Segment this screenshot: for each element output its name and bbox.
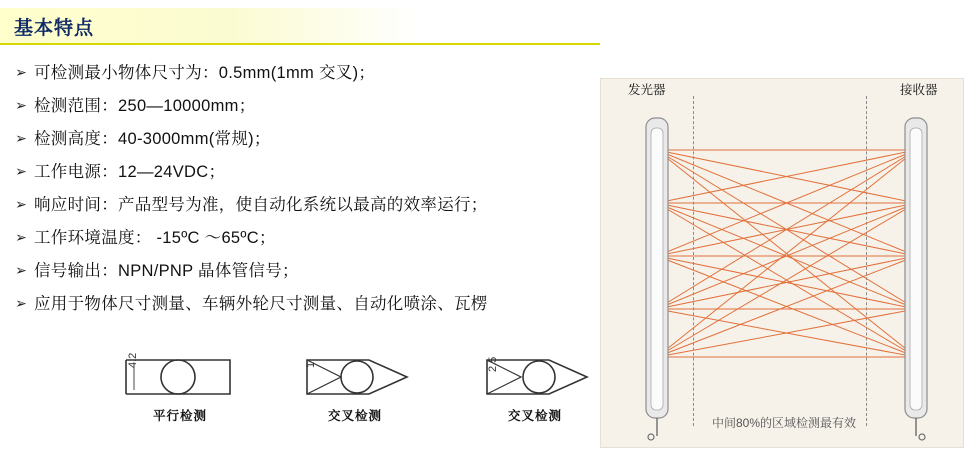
diagram-note: 中间80%的区域检测最有效	[712, 416, 857, 430]
list-item-label: 工作环境温度： -15ºC ～65ºC；	[34, 229, 276, 247]
bullet-arrow-icon: ➢	[15, 98, 27, 114]
list-item-label: 应用于物体尺寸测量、车辆外轮尺寸测量、自动化喷涂、瓦楞	[34, 295, 488, 313]
bullet-arrow-icon: ➢	[15, 65, 27, 81]
shape-dim-label-1: 4.2	[127, 352, 139, 368]
list-item-label: 检测范围：250—10000mm；	[34, 97, 256, 115]
list-item-label: 响应时间：产品型号为准，使自动化系统以最高的效率运行；	[34, 196, 488, 214]
emitter-label: 发光器	[628, 83, 666, 97]
bullet-arrow-icon: ➢	[15, 296, 27, 312]
shape-caption: 交叉检测	[327, 409, 382, 423]
list-item-label: 检测高度：40-3000mm(常规)；	[34, 130, 271, 148]
shape-caption: 交叉检测	[507, 409, 562, 423]
emitter-bar	[646, 118, 668, 440]
bullet-arrow-icon: ➢	[15, 263, 27, 279]
receiver-bar	[905, 118, 927, 440]
bullet-arrow-icon: ➢	[15, 230, 27, 246]
list-item-label: 信号输出：NPN/PNP 晶体管信号；	[34, 262, 299, 280]
page-title: 基本特点	[14, 17, 95, 39]
bullet-arrow-icon: ➢	[15, 197, 27, 213]
shape-dim-label-3: 2.5	[487, 356, 499, 372]
bullet-arrow-icon: ➢	[15, 164, 27, 180]
list-item-label: 可检测最小物体尺寸为：0.5mm(1mm 交叉)；	[34, 64, 376, 82]
shape-caption: 平行检测	[152, 409, 207, 423]
list-item-label: 工作电源：12—24VDC；	[34, 163, 226, 181]
shape-dim-label-2: 1	[305, 361, 317, 368]
bullet-arrow-icon: ➢	[15, 131, 27, 147]
receiver-label: 接收器	[900, 83, 938, 97]
